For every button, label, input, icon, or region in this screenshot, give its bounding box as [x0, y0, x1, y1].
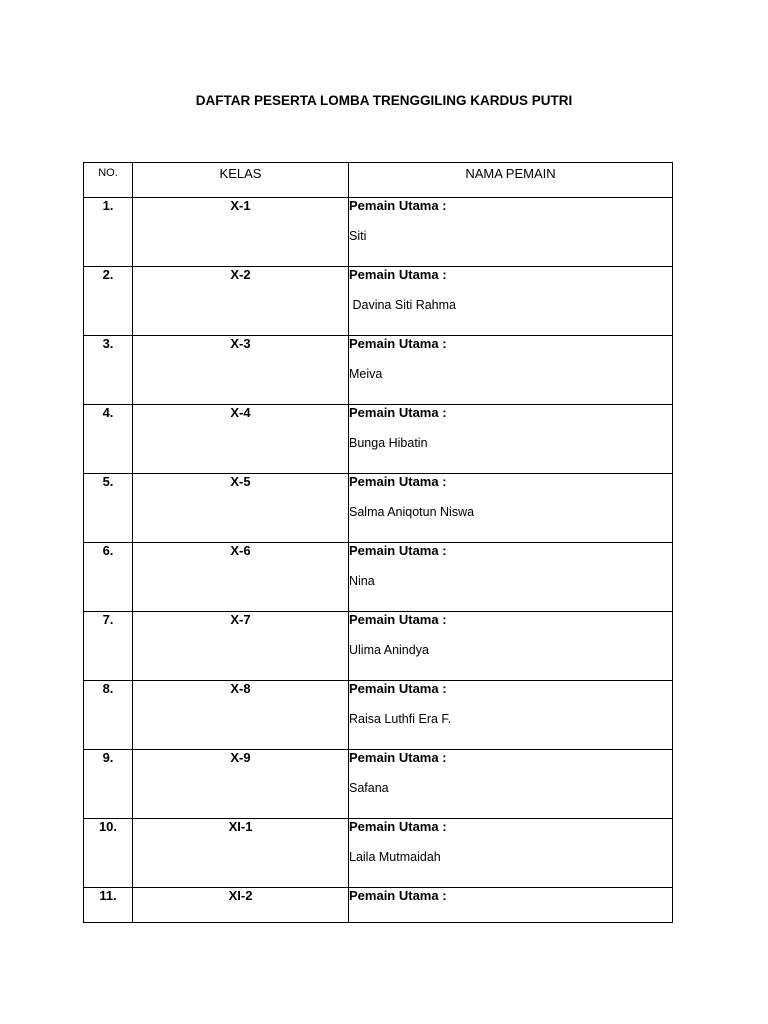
row-class: X-2 [133, 267, 349, 336]
row-number: 5. [84, 474, 133, 543]
table-row [84, 612, 673, 681]
table-row [84, 198, 673, 267]
participant-table [83, 162, 673, 923]
row-number: 11. [84, 888, 133, 923]
table-row [84, 888, 673, 923]
table-header-row [84, 163, 673, 198]
row-class: X-5 [133, 474, 349, 543]
row-player-cell [349, 888, 673, 923]
role-label: Pemain Utama : [349, 543, 447, 558]
header-nama-pemain: NAMA PEMAIN [349, 163, 673, 198]
row-number: 8. [84, 681, 133, 750]
row-number: 9. [84, 750, 133, 819]
role-label: Pemain Utama : [349, 750, 447, 765]
row-class: X-3 [133, 336, 349, 405]
player-name: Nina [349, 574, 375, 588]
row-class: X-6 [133, 543, 349, 612]
row-player-cell [349, 336, 673, 405]
row-class: X-1 [133, 198, 349, 267]
row-number: 2. [84, 267, 133, 336]
table-row [84, 819, 673, 888]
row-player-cell [349, 267, 673, 336]
player-name: Bunga Hibatin [349, 436, 428, 450]
table-row [84, 750, 673, 819]
player-name: Laila Mutmaidah [349, 850, 441, 864]
role-label: Pemain Utama : [349, 405, 447, 420]
role-label: Pemain Utama : [349, 474, 447, 489]
role-label: Pemain Utama : [349, 267, 447, 282]
role-label: Pemain Utama : [349, 612, 447, 627]
row-number: 10. [84, 819, 133, 888]
player-name: Davina Siti Rahma [349, 298, 456, 312]
row-player-cell [349, 612, 673, 681]
row-class: X-4 [133, 405, 349, 474]
role-label: Pemain Utama : [349, 336, 447, 351]
player-name: Safana [349, 781, 389, 795]
table-row [84, 543, 673, 612]
row-number: 7. [84, 612, 133, 681]
table-row [84, 336, 673, 405]
table-row [84, 405, 673, 474]
row-player-cell [349, 681, 673, 750]
row-number: 4. [84, 405, 133, 474]
role-label: Pemain Utama : [349, 888, 447, 903]
row-player-cell [349, 198, 673, 267]
player-name: Ulima Anindya [349, 643, 429, 657]
player-name: Meiva [349, 367, 383, 381]
role-label: Pemain Utama : [349, 681, 447, 696]
row-class: XI-1 [133, 819, 349, 888]
row-player-cell [349, 750, 673, 819]
row-class: X-9 [133, 750, 349, 819]
row-class: XI-2 [133, 888, 349, 923]
table-row [84, 267, 673, 336]
row-class: X-8 [133, 681, 349, 750]
player-name: Salma Aniqotun Niswa [349, 505, 475, 519]
row-player-cell [349, 474, 673, 543]
table-row [84, 474, 673, 543]
player-name: Raisa Luthfi Era F. [349, 712, 452, 726]
row-class: X-7 [133, 612, 349, 681]
player-name: Siti [349, 229, 367, 243]
row-player-cell [349, 543, 673, 612]
row-number: 6. [84, 543, 133, 612]
row-player-cell [349, 405, 673, 474]
role-label: Pemain Utama : [349, 198, 447, 213]
header-no: NO. [84, 163, 133, 198]
row-player-cell [349, 819, 673, 888]
document-title: DAFTAR PESERTA LOMBA TRENGGILING KARDUS PUTRI [195, 93, 573, 108]
row-number: 1. [84, 198, 133, 267]
row-number: 3. [84, 336, 133, 405]
header-kelas: KELAS [133, 163, 349, 198]
table-row [84, 681, 673, 750]
role-label: Pemain Utama : [349, 819, 447, 834]
